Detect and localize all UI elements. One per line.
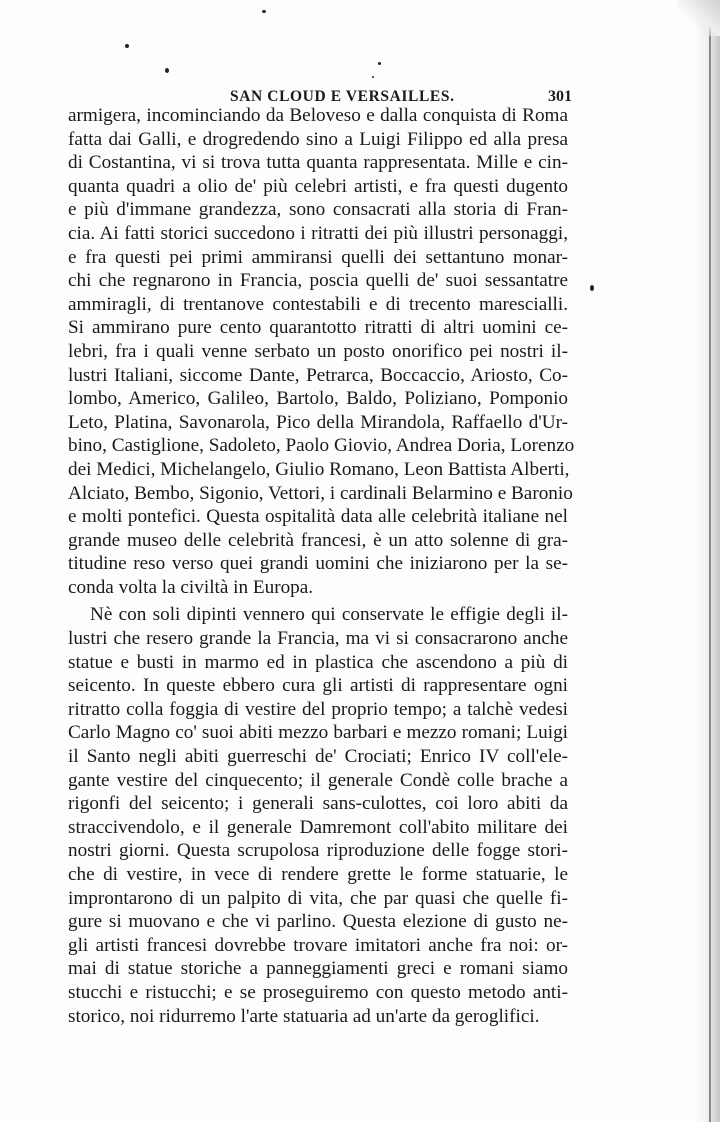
ink-speck — [378, 62, 381, 65]
text-line: il Santo negli abiti guerreschi de' Crociati; Enrico IV coll'ele- — [68, 746, 568, 768]
text-line: lebri, fra i quali venne serbato un posto onorifico pei nostri il- — [68, 340, 568, 362]
ink-speck — [165, 68, 169, 73]
text-line: statue e busti in marmo ed in plastica che ascendono a più di — [68, 651, 568, 673]
text-line: grande museo delle celebrità francesi, è un atto solenne di gra- — [68, 529, 568, 551]
text-line: Nè con soli dipinti vennero qui conservate le effigie degli il- — [90, 604, 568, 626]
page-number: 301 — [548, 88, 572, 105]
text-line: bino, Castiglione, Sadoleto, Paolo Giovio, Andrea Doria, Lorenzo — [68, 435, 575, 457]
text-line: seicento. In queste ebbero cura gli artisti di rappresentare ogni — [68, 675, 568, 697]
text-line: dei Medici, Michelangelo, Giulio Romano, Leon Battista Alberti, — [68, 458, 570, 480]
text-line: storico, noi ridurremo l'arte statuaria ad un'arte da geroglifici. — [68, 1005, 540, 1027]
ink-speck — [372, 76, 374, 78]
text-line: Alciato, Bembo, Sigonio, Vettori, i cardinali Belarmino e Baronio — [68, 482, 573, 504]
text-line: armigera, incominciando da Beloveso e dalla conquista di Roma — [68, 105, 568, 126]
body-text — [68, 104, 575, 1028]
page-corner-curl — [678, 0, 720, 36]
text-line: Si ammirano pure cento quarantotto ritratti di altri uomini ce- — [68, 317, 568, 339]
text-line: e fra questi pei primi ammiransi quelli dei settantuno monar- — [68, 246, 568, 268]
text-line: ritratto colla foggia di vestire del proprio tempo; a talchè vedesi — [68, 698, 568, 720]
page-edge-shadow — [694, 0, 720, 1122]
text-line: fatta dai Galli, e drogredendo sino a Luigi Filippo ed alla presa — [68, 128, 568, 150]
text-line: ammiragli, di trentanove contestabili e di trecento marescialli. — [68, 293, 568, 315]
text-line: lustri che resero grande la Francia, ma vi si consacrarono anche — [68, 628, 568, 650]
text-line: di Costantina, vi si trova tutta quanta rappresentata. Mille e cin- — [68, 152, 568, 174]
text-line: e più d'immane grandezza, sono consacrati alla storia di Fran- — [68, 199, 568, 221]
text-line: lustri Italiani, siccome Dante, Petrarca, Boccaccio, Ariosto, Co- — [68, 364, 568, 386]
text-line: stucchi e ristucchi; e se proseguiremo con questo metodo anti- — [68, 981, 568, 1003]
text-line: nostri giorni. Questa scrupolosa riproduzione delle fogge stori- — [68, 840, 568, 862]
text-line: cia. Ai fatti storici succedono i ritratti dei più illustri personaggi, — [68, 222, 568, 244]
text-line: quanta quadri a olio de' più celebri artisti, e fra questi dugento — [68, 175, 568, 197]
text-line: che di vestire, in vece di rendere grette le forme statuarie, le — [68, 864, 568, 885]
text-line: gure si muovano e che vi parlino. Questa elezione di gusto ne- — [68, 911, 568, 933]
text-line: rigonfi del seicento; i generali sans-culottes, coi loro abiti da — [68, 793, 568, 815]
paragraph — [68, 104, 575, 599]
ink-speck — [590, 285, 594, 291]
running-title: SAN CLOUD E VERSAILLES. — [230, 88, 455, 105]
ink-speck — [262, 10, 266, 13]
text-line: conda volta la civiltà in Europa. — [68, 576, 314, 598]
text-line: mai di statue storiche a panneggiamenti greci e romani siamo — [68, 958, 568, 980]
text-line: lombo, Americo, Galileo, Bartolo, Baldo, Poliziano, Pomponio — [68, 388, 568, 410]
text-line: Carlo Magno co' suoi abiti mezzo barbari e mezzo romani; Luigi — [68, 722, 568, 744]
paragraph — [68, 603, 568, 1028]
text-line: titudine reso verso quei grandi uomini che iniziarono per la se- — [68, 553, 568, 575]
text-line: Leto, Platina, Savonarola, Pico della Mirandola, Raffaello d'Ur- — [68, 411, 568, 433]
text-line: gli artisti francesi dovrebbe trovare imitatori anche fra noi: or- — [68, 934, 568, 956]
text-line: chi che regnarono in Francia, poscia quelli de' suoi sessantatre — [68, 270, 568, 292]
text-line: e molti pontefici. Questa ospitalità data alle celebrità italiane nel — [68, 506, 568, 528]
text-line: gante vestire del cinquecento; il generale Condè colle brache a — [68, 769, 568, 791]
text-line: straccivendolo, e il generale Damremont coll'abito militare dei — [68, 816, 568, 838]
text-line: improntarono di un palpito di vita, che par quasi che quelle fi- — [68, 887, 568, 909]
page-edge-line — [709, 0, 711, 1122]
ink-speck — [125, 44, 129, 48]
